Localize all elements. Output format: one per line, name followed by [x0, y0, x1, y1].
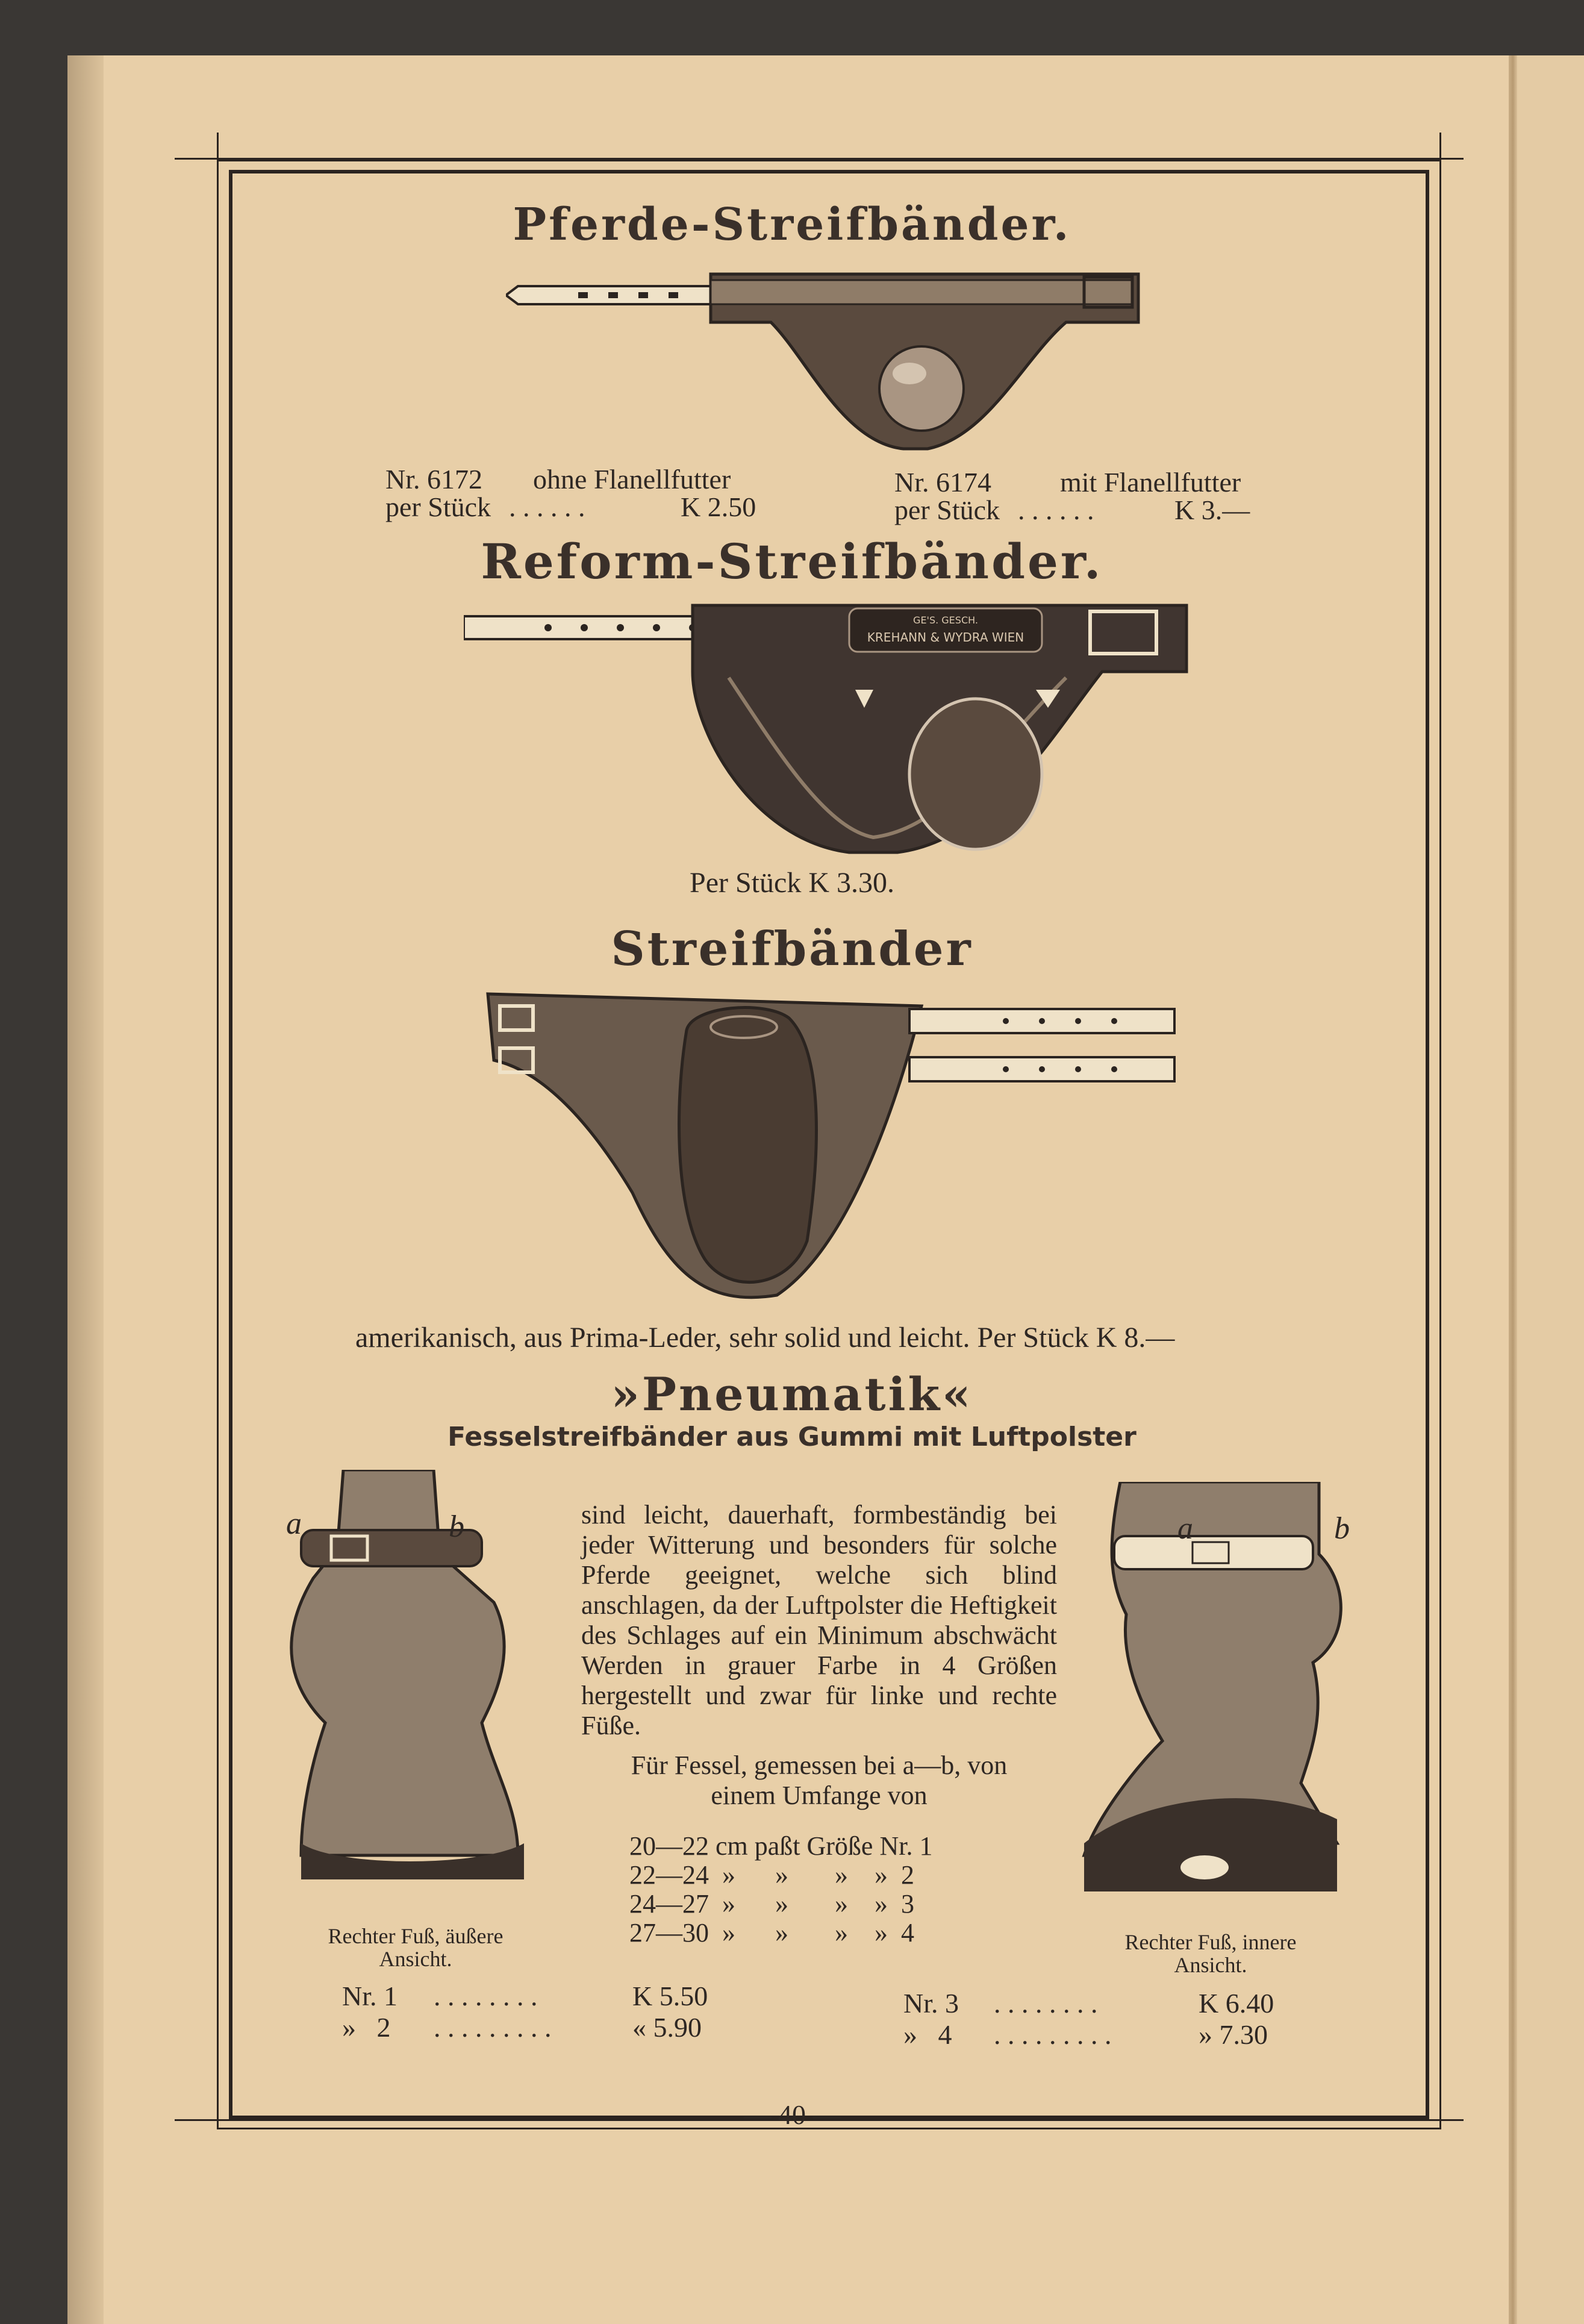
pneumatik-description: sind leicht, dauerhaft, formbeständig bei jeder Witterung und besonders für solche Pferde geeignet, welche sich blind anschlagen, da der Luftpolster die Heftigkeit des Schlages auf ein Minimum abschwächt Werden in grauer Farbe in 4 Größen hergestellt und zwar für linke und rechte Füße.	[581, 1500, 1057, 1740]
left-hoof-caption	[289, 1925, 542, 1970]
frame-right-extension	[1439, 133, 1441, 2129]
price-left-2-nr: » 2	[342, 2012, 391, 2043]
price-right-4-price: » 7.30	[1199, 2019, 1268, 2050]
left-hoof-label-a: a	[286, 1507, 302, 1541]
size-row-1: 20—22 cm paßt Größe Nr. 1	[629, 1831, 933, 1861]
page-edge-shadow	[67, 55, 104, 2324]
pferde-right-dots: . . . . . .	[1018, 495, 1094, 525]
pferde-left-per: per Stück	[385, 492, 491, 522]
right-hoof-label-b: b	[1334, 1511, 1350, 1546]
measure-intro-line2: einem Umfange von	[711, 1781, 928, 1810]
facing-page-edge	[1517, 55, 1584, 2324]
pferde-right-price: K 3.—	[1174, 495, 1250, 525]
pferde-left-dots: . . . . . .	[509, 492, 585, 522]
reform-price: Per Stück K 3.30.	[690, 867, 894, 899]
price-left-2-dots: . . . . . . . . .	[434, 2012, 552, 2043]
pferde-strap-illustration	[506, 262, 1144, 461]
price-right-3-price: K 6.40	[1199, 1988, 1274, 2019]
left-hoof-caption-line2: Ansicht.	[379, 1947, 452, 1971]
reform-plate-top: GE'S. GESCH.	[913, 614, 978, 626]
right-hoof-caption	[1084, 1931, 1337, 1976]
price-left-1-nr: Nr. 1	[342, 1981, 398, 2011]
page-number: — 40 —	[743, 2099, 841, 2130]
streif-strap-illustration	[476, 982, 1186, 1307]
streif-desc: amerikanisch, aus Prima-Leder, sehr solid und leicht. Per Stück K 8.—	[355, 1322, 1175, 1354]
pferde-right-per: per Stück	[894, 495, 1000, 525]
price-left-2-price: « 5.90	[632, 2012, 702, 2043]
price-left-1-price: K 5.50	[632, 1981, 708, 2011]
price-left-1-dots: . . . . . . . .	[434, 1981, 538, 2011]
pneumatik-title: »Pneumatik«	[611, 1367, 973, 1421]
pferde-left-desc: ohne Flanellfutter	[533, 464, 731, 495]
price-right-3-dots: . . . . . . . .	[994, 1988, 1098, 2019]
size-row-2: 22—24 » » » » 2	[629, 1860, 914, 1890]
left-hoof-illustration	[265, 1470, 578, 1904]
pneumatik-subtitle: Fesselstreifbänder aus Gummi mit Luftpolster	[447, 1422, 1137, 1452]
size-row-3: 24—27 » » » » 3	[629, 1889, 914, 1919]
frame-top-extension	[175, 158, 1464, 160]
price-right-4-nr: » 4	[903, 2019, 952, 2050]
right-hoof-label-a: a	[1177, 1511, 1193, 1546]
pferde-title: Pferde-Streifbänder.	[513, 199, 1071, 251]
reform-title: Reform-Streifbänder.	[481, 533, 1103, 590]
pferde-right-desc: mit Flanellfutter	[1060, 467, 1241, 498]
reform-strap-illustration	[464, 599, 1199, 864]
price-right-3-nr: Nr. 3	[903, 1988, 959, 2019]
right-hoof-caption-line1: Rechter Fuß, innere	[1124, 1930, 1297, 1954]
streif-title: Streifbänder	[611, 922, 973, 976]
pferde-right-nr: Nr. 6174	[894, 467, 991, 498]
left-hoof-caption-line1: Rechter Fuß, äußere	[328, 1924, 504, 1948]
pferde-left-nr: Nr. 6172	[385, 464, 482, 495]
pferde-left-price: K 2.50	[681, 492, 756, 522]
measure-intro-line1: Für Fessel, gemessen bei a—b, von	[631, 1751, 1008, 1780]
right-hoof-caption-line2: Ansicht.	[1174, 1953, 1247, 1977]
frame-left-extension	[217, 133, 219, 2129]
right-hoof-illustration	[1072, 1482, 1361, 1916]
reform-plate-text: KREHANN & WYDRA WIEN	[867, 630, 1024, 645]
book-gutter	[1509, 55, 1517, 2324]
size-row-4: 27—30 » » » » 4	[629, 1918, 914, 1948]
left-hoof-label-b: b	[449, 1510, 464, 1544]
price-right-4-dots: . . . . . . . . .	[994, 2019, 1112, 2050]
